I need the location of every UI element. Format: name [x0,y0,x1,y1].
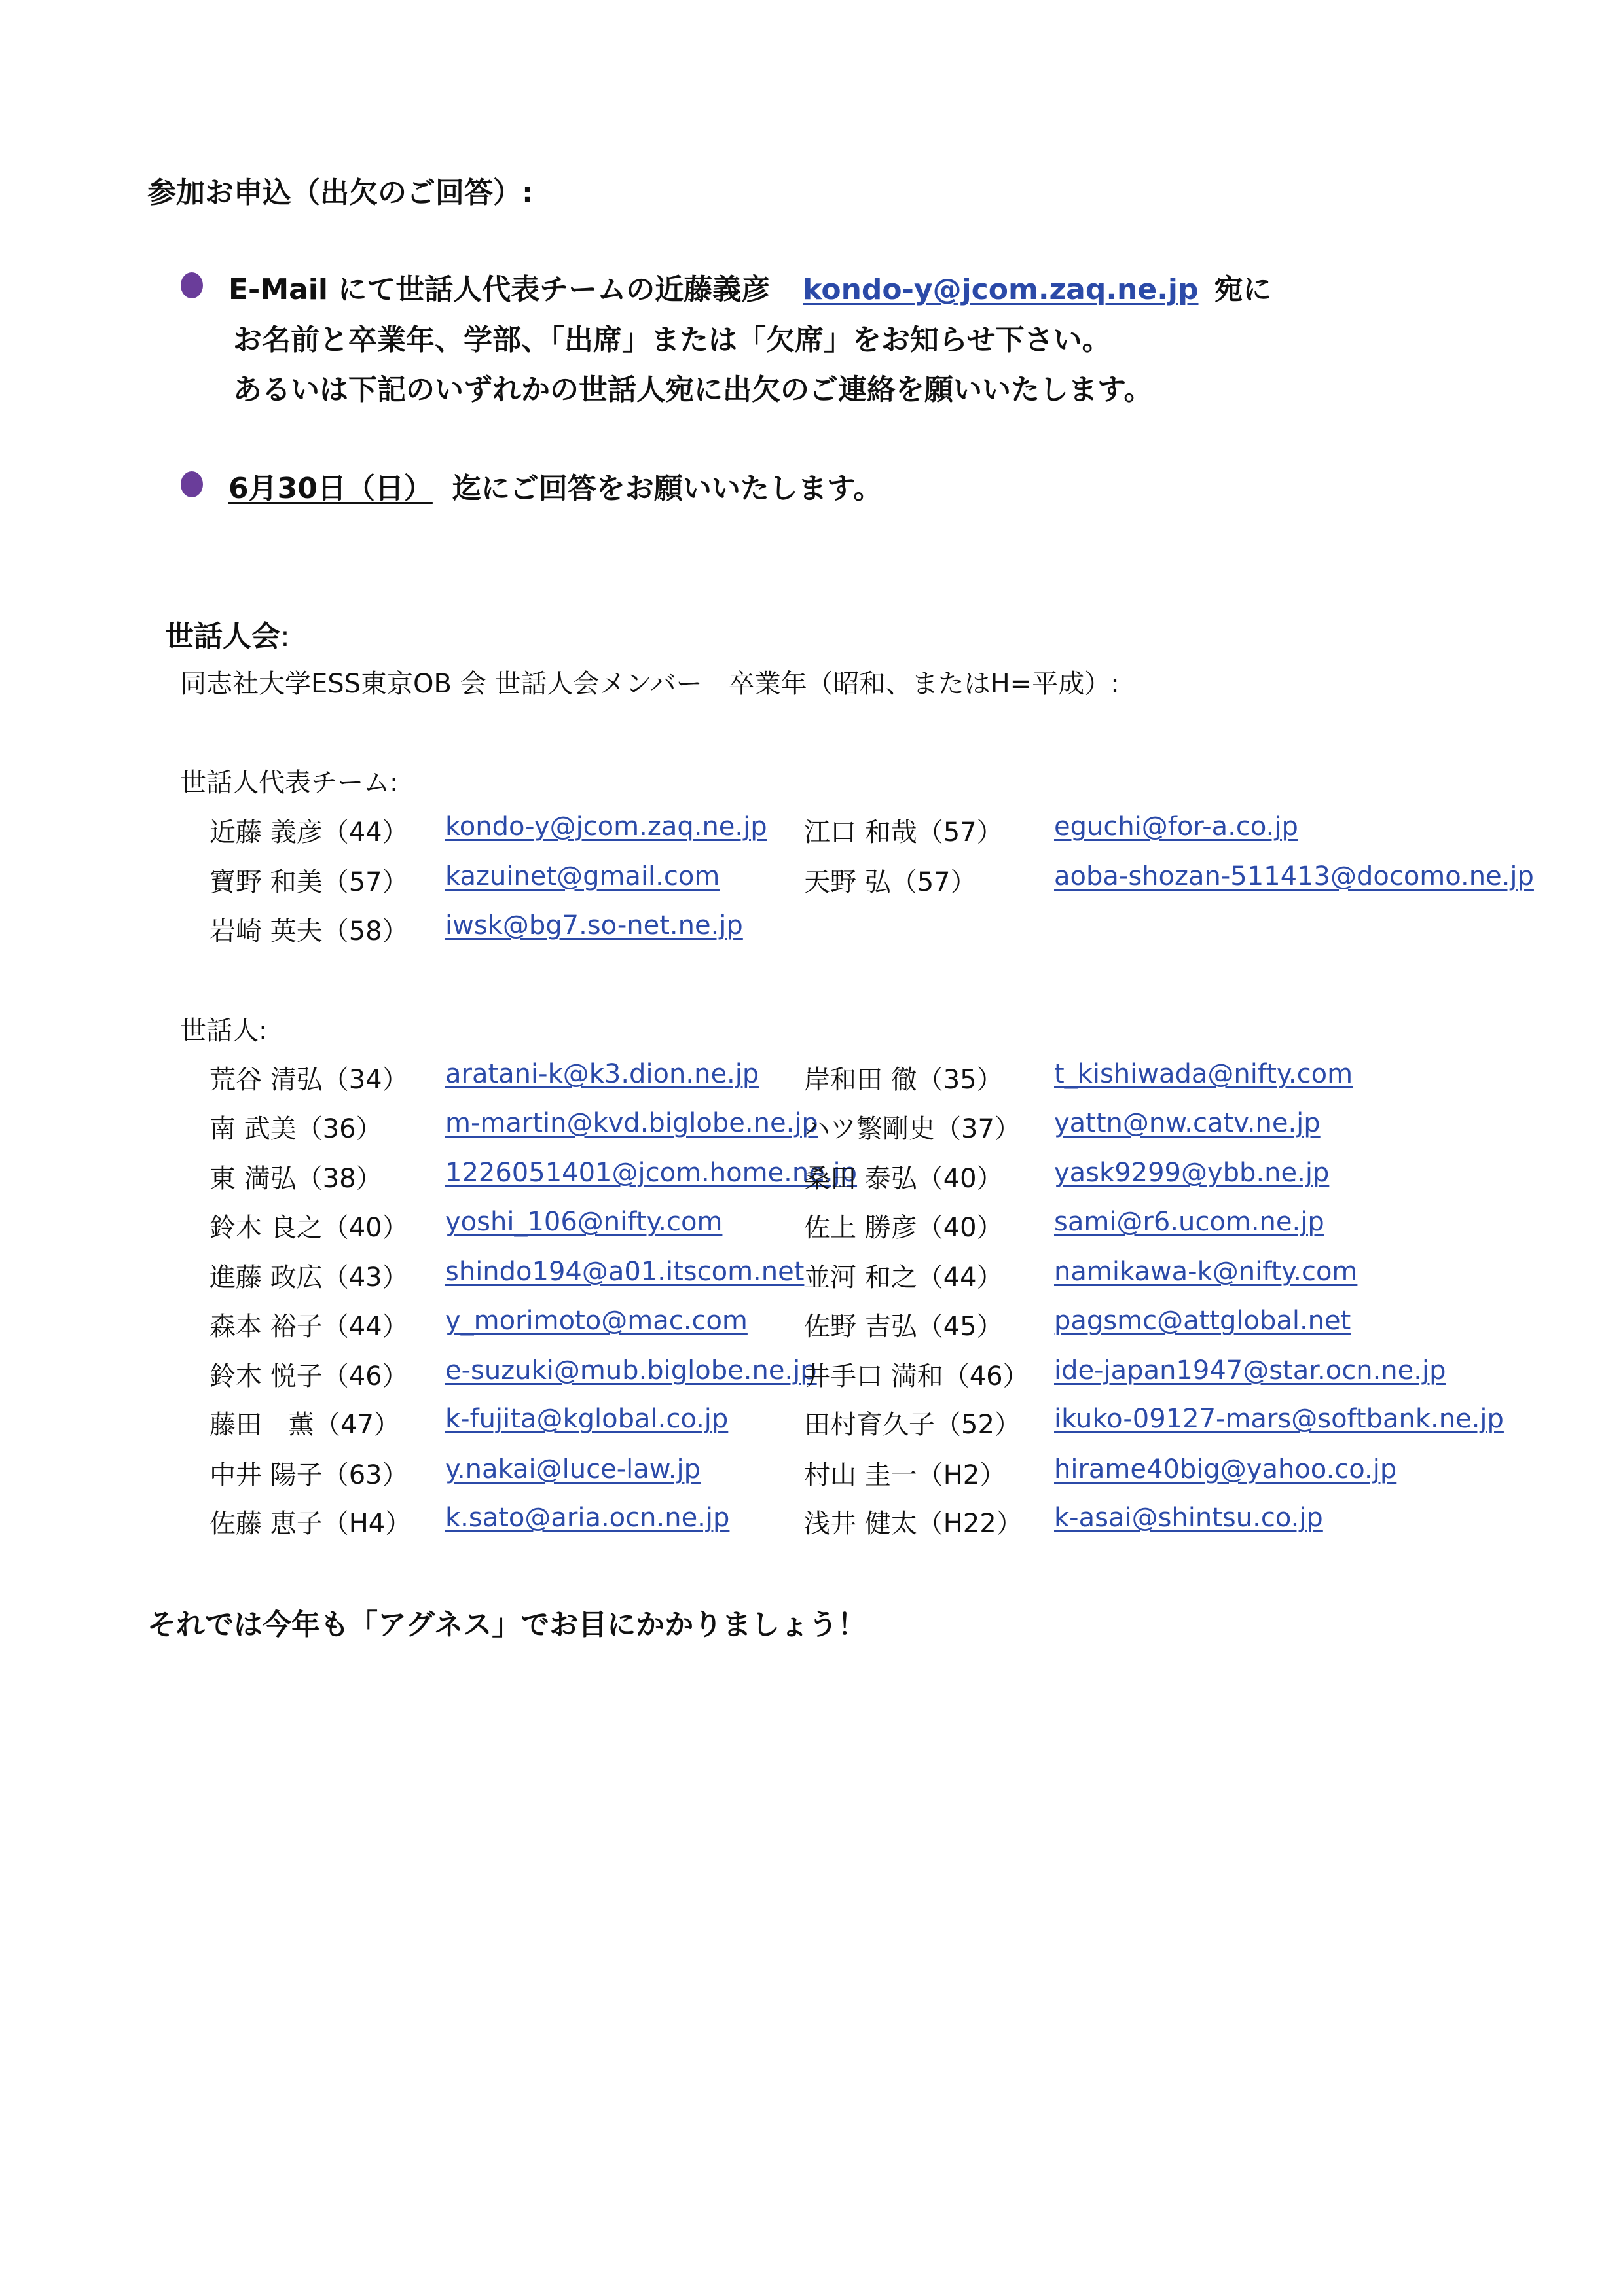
deadline-text: 迄にご回答をお願いいたします。 [452,472,883,505]
member-email-link[interactable]: yask9299@ybb.ne.jp [1054,1158,1330,1188]
member-email-link[interactable]: aoba-shozan-511413@docomo.ne.jp [1054,861,1534,891]
member-name: 田村育久子（52） [804,1410,1021,1440]
member-email-link[interactable]: eguchi@for-a.co.jp [1054,812,1298,842]
committee-heading-text: 世話人会 [165,620,280,653]
member-email-link[interactable]: t_kishiwada@nifty.com [1054,1059,1353,1089]
instruction-suffix: 宛に [1214,273,1272,306]
member-email-link[interactable]: y_morimoto@mac.com [445,1306,748,1336]
member-email-link[interactable]: hirame40big@yahoo.co.jp [1054,1454,1397,1484]
member-row [0,1454,1623,1491]
member-email-link[interactable]: shindo194@a01.itscom.net [445,1257,805,1287]
member-name: 岸和田 徹（35） [804,1065,1003,1095]
member-row [0,1059,1623,1096]
member-row [0,1257,1623,1293]
member-email-link[interactable]: m-martin@kvd.biglobe.ne.jp [445,1108,818,1138]
member-email-link[interactable]: ide-japan1947@star.ocn.ne.jp [1054,1355,1446,1386]
member-name: 鈴木 悦子（46） [210,1361,409,1391]
member-name: 進藤 政広（43） [210,1263,409,1293]
committee-subtitle: 同志社大学ESS東京OB 会 世話人会メンバー 卒業年（昭和、またはH=平成）: [180,669,1120,699]
member-name: 佐野 吉弘（45） [804,1312,1003,1342]
member-row [0,812,1623,848]
leaders-heading: 世話人代表チーム: [180,768,399,798]
member-name: 並河 和之（44） [804,1263,1003,1293]
member-email-link[interactable]: y.nakai@luce-law.jp [445,1454,701,1484]
member-email-link[interactable]: k.sato@aria.ocn.ne.jp [445,1503,730,1533]
member-email-link[interactable]: yoshi_106@nifty.com [445,1207,723,1237]
member-email-link[interactable]: ikuko-09127-mars@softbank.ne.jp [1054,1404,1504,1434]
member-row [0,1108,1623,1145]
closing-message: それでは今年も「アグネス」でお目にかかりましょう！ [147,1608,867,1641]
members-heading: 世話人: [180,1016,268,1046]
member-name: 荒谷 清弘（34） [210,1065,409,1095]
instruction-line-1 [228,266,1272,308]
member-name: 東 満弘（38） [210,1164,382,1194]
member-email-link[interactable]: aratani-k@k3.dion.ne.jp [445,1059,759,1089]
bullet-icon [181,471,203,497]
member-name: 佐上 勝彦（40） [804,1213,1003,1243]
member-row [0,910,1623,947]
member-name: 天野 弘（57） [804,867,977,897]
instruction-line-3: あるいは下記のいずれかの世話人宛に出欠のご連絡を願いいたします。 [233,373,1153,406]
instruction-prefix: E-Mail にて世話人代表チームの近藤義彦 [228,273,771,306]
committee-heading [165,613,290,655]
member-row [0,1355,1623,1392]
member-row [0,861,1623,898]
bullet-icon [181,272,203,298]
member-name: 中井 陽子（63） [210,1460,409,1490]
member-email-link[interactable]: k-fujita@kglobal.co.jp [445,1404,729,1434]
member-name: 佐藤 恵子（H4） [210,1509,412,1539]
deadline-line [228,465,882,507]
member-name: 南 武美（36） [210,1114,382,1144]
member-name: 井手口 満和（46） [804,1361,1029,1391]
member-row [0,1207,1623,1244]
deadline-date: 6月30日（日） [228,472,433,505]
member-name: 浅井 健太（H22） [804,1509,1023,1539]
instruction-line-2: お名前と卒業年、学部、「出席」または「欠席」をお知らせ下さい。 [233,323,1111,357]
member-email-link[interactable]: sami@r6.ucom.ne.jp [1054,1207,1324,1237]
member-name: 村山 圭一（H2） [804,1460,1006,1490]
member-name: 近藤 義彦（44） [210,817,409,848]
committee-heading-colon: : [280,620,290,653]
member-email-link[interactable]: pagsmc@attglobal.net [1054,1306,1351,1336]
member-name: 寶野 和美（57） [210,867,409,897]
member-name: 岩崎 英夫（58） [210,916,409,946]
member-row [0,1158,1623,1194]
member-email-link[interactable]: namikawa-k@nifty.com [1054,1257,1358,1287]
member-name: ハツ繁剛史（37） [804,1114,1021,1144]
member-email-link[interactable]: e-suzuki@mub.biglobe.ne.jp [445,1355,817,1386]
member-name: 江口 和哉（57） [804,817,1003,848]
member-email-link[interactable]: kondo-y@jcom.zaq.ne.jp [445,812,767,842]
member-email-link[interactable]: 1226051401@jcom.home.ne.jp [445,1158,858,1188]
member-row [0,1306,1623,1342]
member-name: 桑田 泰弘（40） [804,1164,1003,1194]
member-email-link[interactable]: iwsk@bg7.so-net.ne.jp [445,910,743,941]
member-email-link[interactable]: yattn@nw.catv.ne.jp [1054,1108,1321,1138]
member-name: 藤田 薫（47） [210,1410,400,1440]
member-name: 森本 裕子（44） [210,1312,409,1342]
organizer-email-link[interactable]: kondo-y@jcom.zaq.ne.jp [803,273,1199,306]
member-row [0,1404,1623,1441]
member-email-link[interactable]: k-asai@shintsu.co.jp [1054,1503,1323,1533]
member-row [0,1503,1623,1539]
member-name: 鈴木 良之（40） [210,1213,409,1243]
application-heading: 参加お申込（出欠のご回答）: [147,176,534,209]
member-email-link[interactable]: kazuinet@gmail.com [445,861,720,891]
